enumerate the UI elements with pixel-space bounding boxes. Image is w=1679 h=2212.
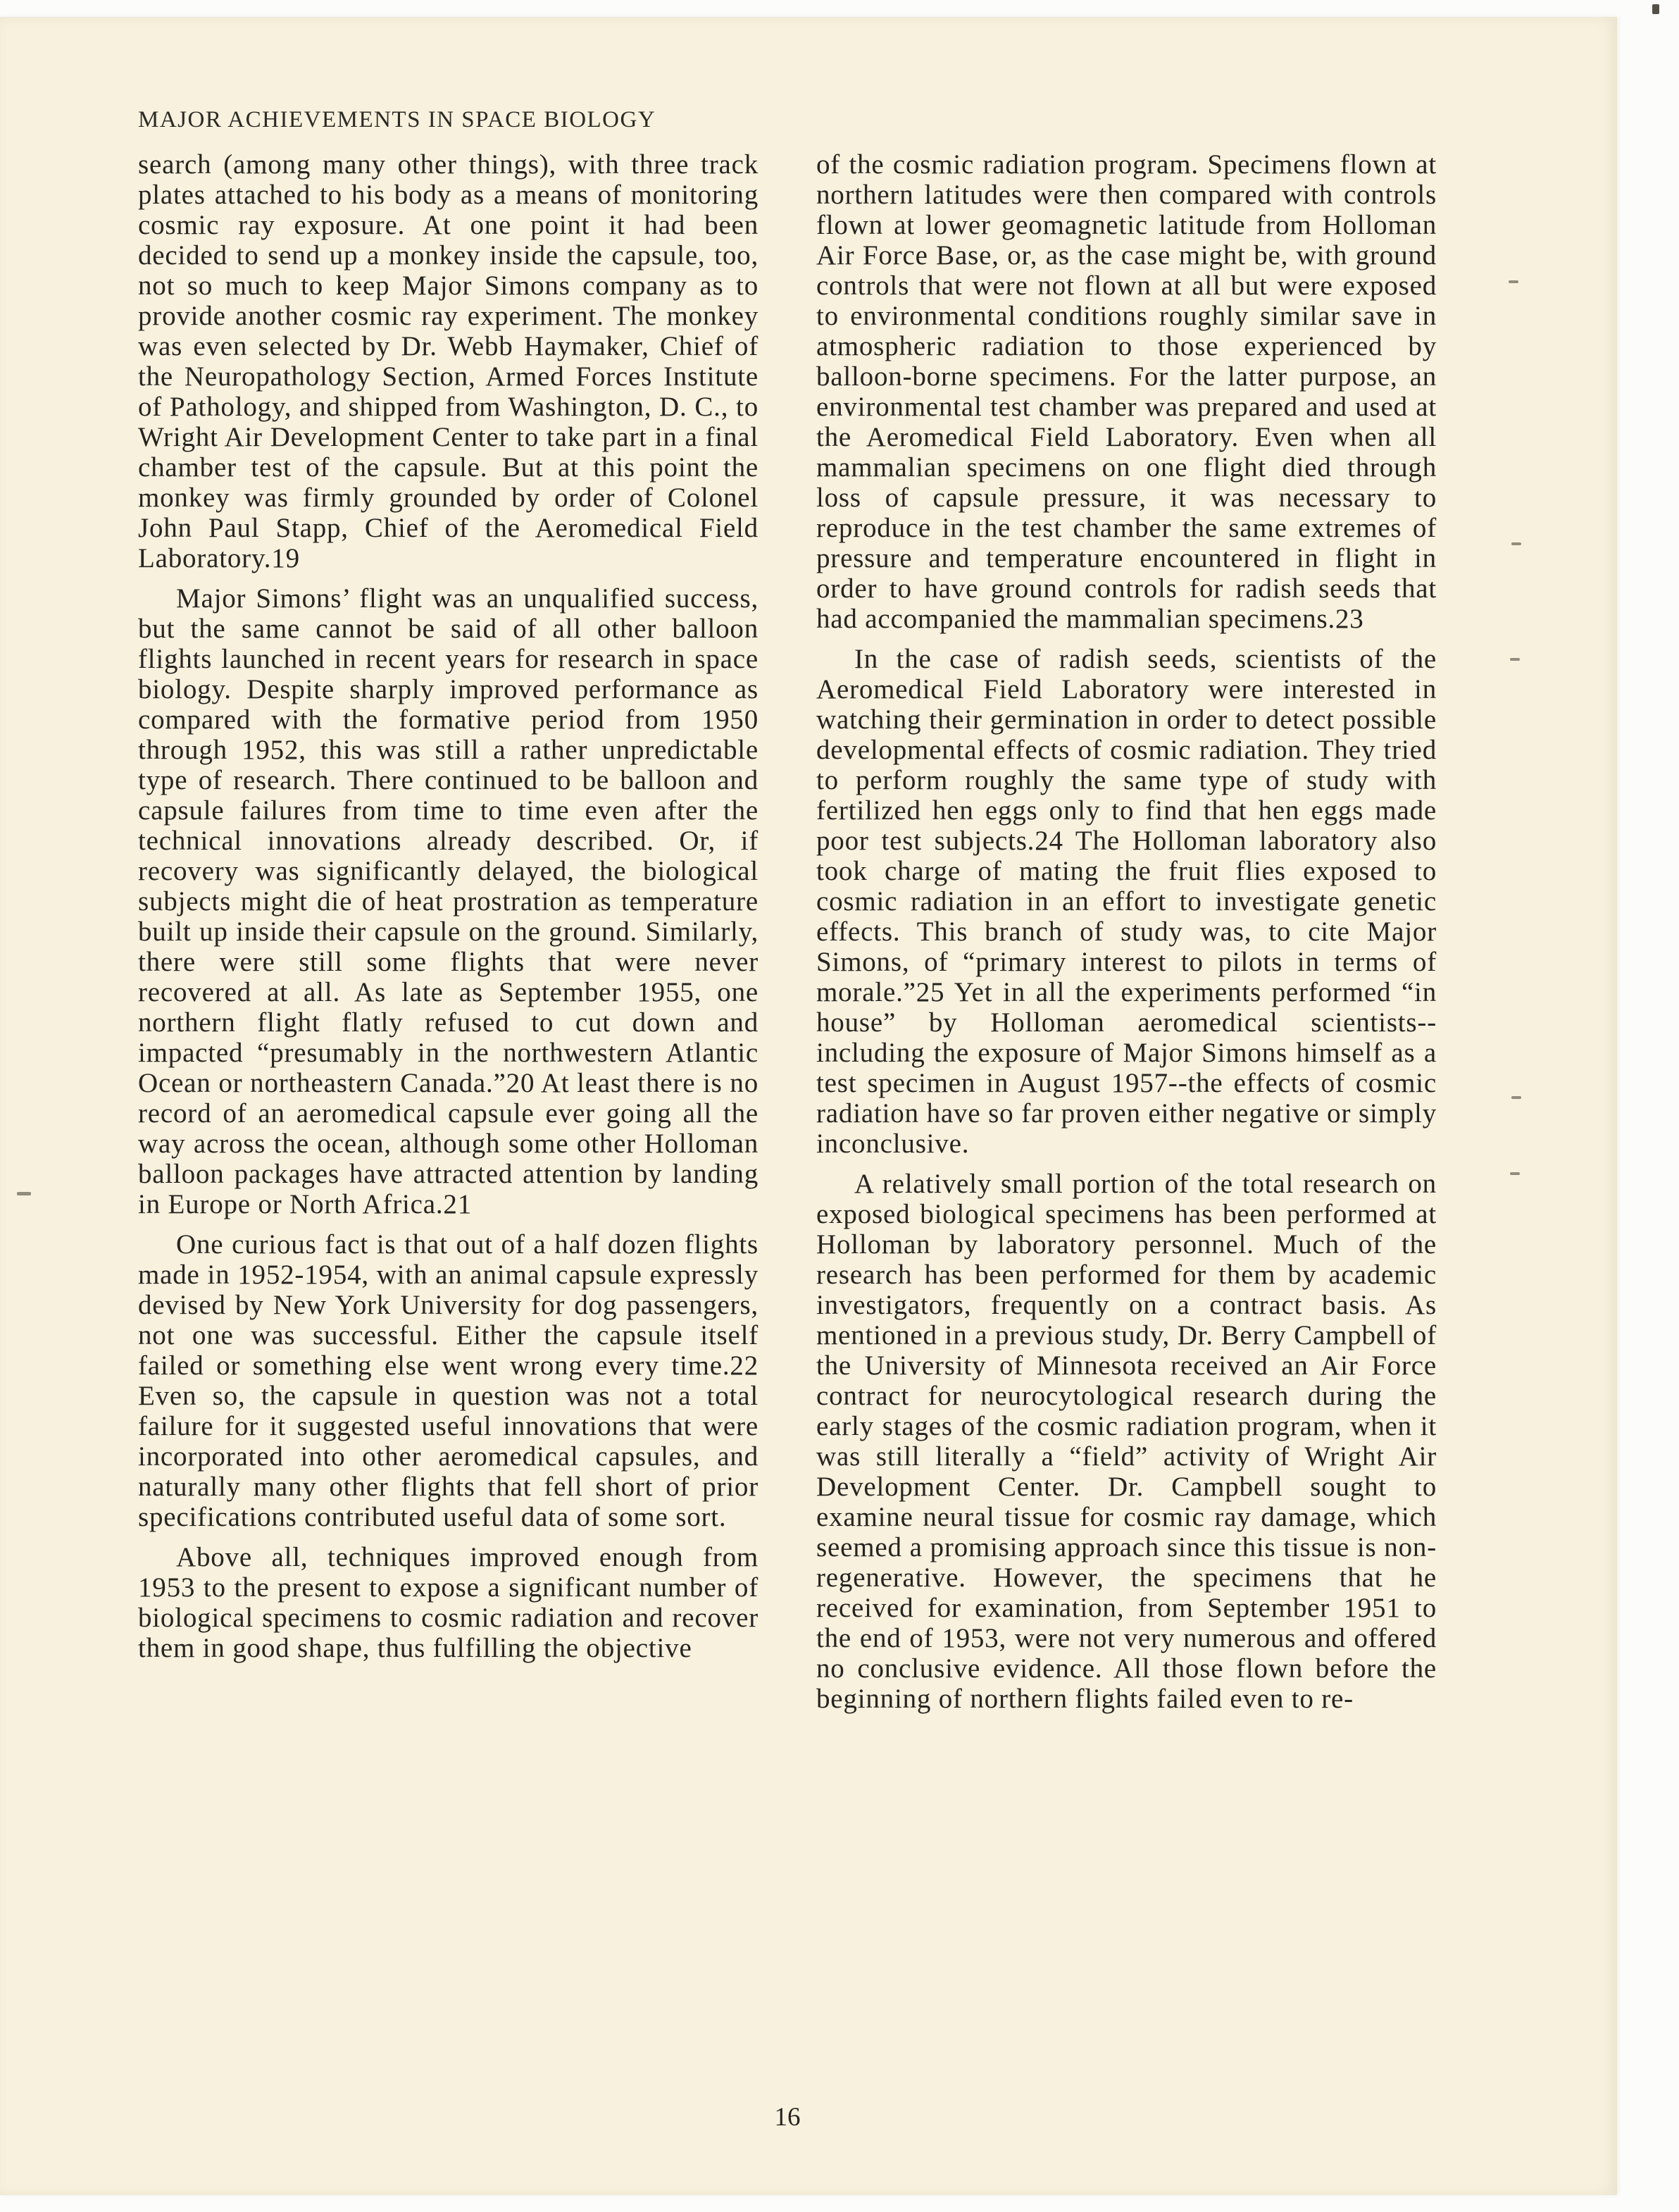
running-header: MAJOR ACHIEVEMENTS IN SPACE BIOLOGY [138, 107, 656, 132]
paragraph: One curious fact is that out of a half dozen flights made in 1952-1954, with an animal capsule expressly devised by New York University for dog passengers, not one was successful. Either the capsule itself failed or something else went wrong every time.22 Even so, the capsule in question was not a total failure for it suggested useful innovations that were incorporated into other aeromedical capsules, and naturally many other flights that fell short of prior specifications contributed useful data of some sort. [138, 1229, 759, 1532]
paragraph-continuation: search (among many other things), with three track plates attached to his body as a means of monitoring cosmic ray exposure. At one point it had been decided to send up a monkey inside the capsule, too, not so much to keep Major Simons company as to provide another cosmic ray experiment. The monkey was even selected by Dr. Webb Haymaker, Chief of the Neuropathology Section, Armed Forces Institute of Pathology, and shipped from Washington, D. C., to Wright Air Development Center to take part in a final chamber test of the capsule. But at this point the monkey was firmly grounded by order of Colonel John Paul Stapp, Chief of the Aeromedical Field Laboratory.19 [138, 149, 759, 573]
paragraph: Major Simons’ flight was an unqualified success, but the same cannot be said of all other balloon flights launched in recent years for research in space biology. Despite sharply improved performance as compared with the formative period from 1950 through 1952, this was still a rather unpredictable type of research. There continued to be balloon and capsule failures from time to time even after the technical innovations already described. Or, if recovery was significantly delayed, the biological subjects might die of heat prostration as temperature built up inside their capsule on the ground. Similarly, there were still some flights that were never recovered at all. As late as September 1955, one northern flight flatly refused to cut down and impacted “presumably in the northwestern Atlantic Ocean or northeastern Canada.”20 At least there is no record of an aeromedical capsule ever going all the way across the ocean, although some other Holloman balloon packages have attracted attention by landing in Europe or North Africa.21 [138, 583, 759, 1219]
paragraph: In the case of radish seeds, scientists of the Aeromedical Field Laboratory were interested in watching their germination in order to detect possible developmental effects of cosmic radiation. They tried to perform roughly the same type of study with fertilized hen eggs only to find that hen eggs made poor test subjects.24 The Holloman laboratory also took charge of mating the fruit flies exposed to cosmic radiation in an effort to investigate genetic effects. This branch of study was, to cite Major Simons, of “primary interest to pilots in terms of morale.”25 Yet in all the experiments performed “in house” by Holloman aeromedical scientists--including the exposure of Major Simons himself as a test specimen in August 1957--the effects of cosmic radiation have so far proven either negative or simply inconclusive. [816, 644, 1437, 1159]
paragraph: A relatively small portion of the total research on exposed biological specimens has been performed at Holloman by laboratory personnel. Much of the research has been performed for them by academic investigators, frequently on a contract basis. As mentioned in a previous study, Dr. Berry Campbell of the University of Minnesota received an Air Force contract for neurocytological research during the early stages of the cosmic radiation program, when it was still literally a “field” activity of Wright Air Development Center. Dr. Campbell sought to examine neural tissue for cosmic ray damage, which seemed a promising approach since this tissue is non-regenerative. However, the specimens that he received for examination, from September 1951 to the end of 1953, were not very numerous and offered no conclusive evidence. All those flown before the beginning of northern flights failed even to re- [816, 1169, 1437, 1714]
paragraph-continuation: of the cosmic radiation program. Specimens flown at northern latitudes were then compared with controls flown at lower geomagnetic latitude from Holloman Air Force Base, or, as the case might be, with ground controls that were not flown at all but were exposed to environmental conditions roughly similar save in atmospheric radiation to those experienced by balloon-borne specimens. For the latter purpose, an environmental test chamber was prepared and used at the Aeromedical Field Laboratory. Even when all mammalian specimens on one flight died through loss of capsule pressure, it was necessary to reproduce in the test chamber the same extremes of pressure and temperature encountered in flight in order to have ground controls for radish seeds that had accompanied the mammalian specimens.23 [816, 149, 1437, 634]
scan-artifact-speck [1652, 4, 1659, 14]
scan-artifact-dash [1511, 1096, 1521, 1099]
left-column [138, 149, 759, 1724]
scan-artifact-dash [1510, 1172, 1520, 1175]
scan-artifact-dash [17, 1192, 31, 1195]
right-column [816, 149, 1437, 1724]
scan-artifact-dash [1510, 658, 1520, 661]
document-page [0, 17, 1617, 2195]
paragraph: Above all, techniques improved enough from 1953 to the present to expose a significant number of biological specimens to cosmic radiation and recover them in good shape, thus fulfilling the objective [138, 1542, 759, 1663]
scan-artifact-dash [1511, 542, 1521, 545]
text-columns [138, 149, 1437, 1724]
page-number: 16 [774, 2103, 801, 2132]
scan-artifact-dash [1509, 280, 1518, 283]
